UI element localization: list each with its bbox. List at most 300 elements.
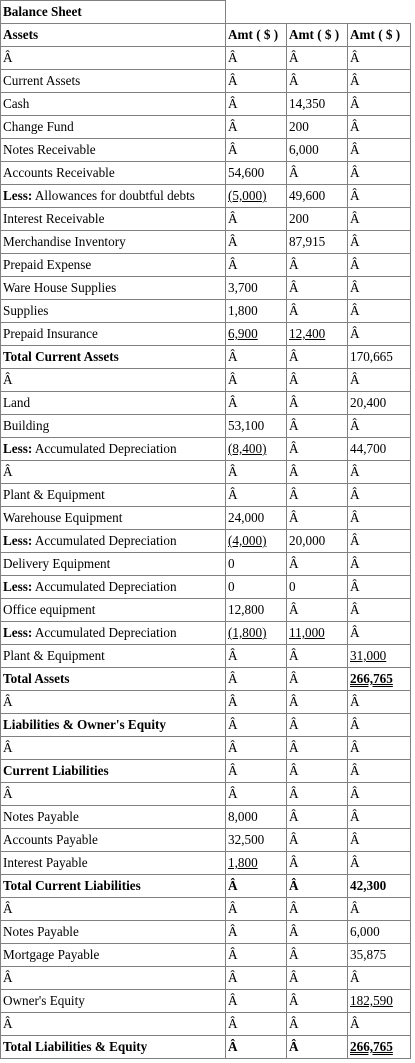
- row-label: Total Current Liabilities: [3, 878, 141, 893]
- amount-value: Â: [289, 832, 299, 847]
- amount-value: Â: [350, 372, 360, 387]
- amount-cell-1[interactable]: [226, 737, 287, 760]
- row-label-cell[interactable]: [1, 599, 226, 622]
- table-row: [1, 921, 411, 944]
- row-label-cell[interactable]: [1, 392, 226, 415]
- amount-cell-1[interactable]: [226, 1036, 287, 1059]
- amount-value: Â: [350, 602, 360, 617]
- amount-cell-2[interactable]: [287, 392, 348, 415]
- amount-cell-3[interactable]: [348, 921, 411, 944]
- row-label-cell[interactable]: [1, 162, 226, 185]
- amount-cell-2[interactable]: [287, 461, 348, 484]
- amount-value: 8,000: [228, 809, 258, 824]
- amount-cell-2[interactable]: [287, 346, 348, 369]
- amount-cell-1[interactable]: [226, 93, 287, 116]
- amount-cell-1[interactable]: [226, 162, 287, 185]
- amount-value: Â: [289, 303, 299, 318]
- amount-value: Â: [289, 970, 299, 985]
- amount-cell-1[interactable]: [226, 599, 287, 622]
- amount-value: 54,600: [228, 165, 265, 180]
- row-label-cell[interactable]: [1, 967, 226, 990]
- amount-cell-2[interactable]: [287, 300, 348, 323]
- row-label-cell[interactable]: [1, 645, 226, 668]
- row-label-cell[interactable]: [1, 829, 226, 852]
- row-label-cell[interactable]: [1, 484, 226, 507]
- table-row: [1, 806, 411, 829]
- row-label: Â: [3, 1016, 13, 1031]
- amount-cell-3[interactable]: [348, 392, 411, 415]
- amount-cell-3[interactable]: [348, 714, 411, 737]
- less-prefix: Less:: [3, 579, 33, 594]
- amount-value: Â: [289, 1016, 299, 1031]
- amount-value: Â: [228, 901, 238, 916]
- amount-value: Â: [228, 464, 238, 479]
- row-label-cell[interactable]: [1, 438, 226, 461]
- amount-cell-1[interactable]: [226, 484, 287, 507]
- amount-cell-3[interactable]: [348, 369, 411, 392]
- amount-cell-3[interactable]: [348, 806, 411, 829]
- row-label-cell[interactable]: [1, 139, 226, 162]
- header-assets[interactable]: Assets: [1, 24, 226, 47]
- amount-cell-2[interactable]: [287, 323, 348, 346]
- amount-value: Â: [289, 73, 299, 88]
- amount-cell-1[interactable]: [226, 921, 287, 944]
- table-row: [1, 691, 411, 714]
- amount-value: Â: [228, 878, 238, 893]
- amount-cell-1[interactable]: [226, 990, 287, 1013]
- table-row: [1, 70, 411, 93]
- amount-cell-3[interactable]: [348, 829, 411, 852]
- amount-value: 200: [289, 119, 309, 134]
- header-row: [1, 24, 411, 47]
- table-row: [1, 760, 411, 783]
- row-label: Â: [3, 694, 13, 709]
- amount-value: Â: [228, 671, 238, 686]
- row-label: Notes Payable: [3, 924, 79, 939]
- amount-cell-1[interactable]: [226, 576, 287, 599]
- amount-cell-2[interactable]: [287, 277, 348, 300]
- amount-cell-3[interactable]: [348, 323, 411, 346]
- amount-cell-2[interactable]: [287, 783, 348, 806]
- amount-cell-2[interactable]: [287, 622, 348, 645]
- row-label: Total Liabilities & Equity: [3, 1039, 148, 1054]
- amount-value: Â: [228, 142, 238, 157]
- row-label: Plant & Equipment: [3, 648, 105, 663]
- amount-cell-3[interactable]: [348, 967, 411, 990]
- amount-value: (4,000): [228, 533, 267, 548]
- amount-cell-2[interactable]: [287, 530, 348, 553]
- table-row: [1, 553, 411, 576]
- table-row: [1, 599, 411, 622]
- amount-value: 266,765: [350, 671, 393, 686]
- amount-value: 32,500: [228, 832, 265, 847]
- amount-value: Â: [289, 349, 299, 364]
- amount-cell-2[interactable]: [287, 484, 348, 507]
- amount-cell-2[interactable]: [287, 93, 348, 116]
- amount-cell-3[interactable]: [348, 783, 411, 806]
- table-row: [1, 277, 411, 300]
- sheet-title[interactable]: Balance Sheet: [1, 1, 226, 24]
- row-label-cell[interactable]: [1, 93, 226, 116]
- row-label-cell[interactable]: [1, 806, 226, 829]
- amount-cell-1[interactable]: [226, 852, 287, 875]
- row-label: Current Assets: [3, 73, 81, 88]
- amount-cell-3[interactable]: [348, 415, 411, 438]
- amount-cell-3[interactable]: [348, 484, 411, 507]
- amount-cell-3[interactable]: [348, 737, 411, 760]
- amount-cell-3[interactable]: [348, 990, 411, 1013]
- amount-cell-1[interactable]: [226, 47, 287, 70]
- table-row: [1, 185, 411, 208]
- amount-cell-3[interactable]: [348, 208, 411, 231]
- amount-value: 44,700: [350, 441, 387, 456]
- amount-cell-3[interactable]: [348, 530, 411, 553]
- amount-value: Â: [289, 487, 299, 502]
- amount-cell-3[interactable]: [348, 1013, 411, 1036]
- row-label: Land: [3, 395, 31, 410]
- row-label: Change Fund: [3, 119, 74, 134]
- amount-cell-1[interactable]: [226, 231, 287, 254]
- amount-cell-3[interactable]: [348, 852, 411, 875]
- amount-value: Â: [289, 165, 299, 180]
- amount-cell-3[interactable]: [348, 139, 411, 162]
- amount-value: 12,800: [228, 602, 265, 617]
- amount-cell-1[interactable]: [226, 346, 287, 369]
- amount-value: 200: [289, 211, 309, 226]
- amount-cell-3[interactable]: [348, 93, 411, 116]
- amount-cell-1[interactable]: [226, 415, 287, 438]
- amount-value: Â: [350, 142, 360, 157]
- amount-cell-1[interactable]: [226, 507, 287, 530]
- row-label-cell[interactable]: [1, 1013, 226, 1036]
- amount-cell-2[interactable]: [287, 921, 348, 944]
- row-label: Liabilities & Owner's Equity: [3, 717, 167, 732]
- row-label-cell[interactable]: [1, 553, 226, 576]
- amount-value: Â: [228, 1039, 238, 1054]
- amount-value: Â: [289, 441, 299, 456]
- row-label-cell[interactable]: [1, 898, 226, 921]
- amount-cell-3[interactable]: [348, 231, 411, 254]
- amount-cell-3[interactable]: [348, 645, 411, 668]
- row-label-cell[interactable]: [1, 47, 226, 70]
- row-label-cell[interactable]: [1, 231, 226, 254]
- amount-value: Â: [350, 1016, 360, 1031]
- amount-value: Â: [350, 533, 360, 548]
- amount-value: 6,000: [350, 924, 380, 939]
- amount-cell-1[interactable]: [226, 691, 287, 714]
- amount-cell-2[interactable]: [287, 415, 348, 438]
- amount-value: 87,915: [289, 234, 326, 249]
- amount-cell-3[interactable]: [348, 277, 411, 300]
- header-amount-2[interactable]: Amt ( $ ): [287, 24, 348, 47]
- table-row: [1, 622, 411, 645]
- row-label-cell[interactable]: [1, 415, 226, 438]
- amount-value: Â: [350, 763, 360, 778]
- row-label-cell[interactable]: [1, 530, 226, 553]
- amount-cell-1[interactable]: [226, 875, 287, 898]
- table-row: [1, 714, 411, 737]
- table-row: [1, 484, 411, 507]
- amount-cell-2[interactable]: [287, 208, 348, 231]
- amount-cell-3[interactable]: [348, 47, 411, 70]
- table-row: [1, 576, 411, 599]
- amount-value: 49,600: [289, 188, 326, 203]
- amount-cell-2[interactable]: [287, 967, 348, 990]
- table-row: [1, 231, 411, 254]
- amount-cell-1[interactable]: [226, 116, 287, 139]
- row-label-cell[interactable]: [1, 783, 226, 806]
- row-label-cell[interactable]: [1, 714, 226, 737]
- amount-value: Â: [350, 809, 360, 824]
- amount-value: 0: [228, 556, 235, 571]
- table-row: [1, 438, 411, 461]
- row-label-cell[interactable]: [1, 668, 226, 691]
- amount-value: Â: [228, 73, 238, 88]
- amount-cell-1[interactable]: [226, 622, 287, 645]
- row-label-cell[interactable]: [1, 461, 226, 484]
- title-row-blank: [226, 1, 411, 24]
- amount-cell-2[interactable]: [287, 185, 348, 208]
- amount-cell-1[interactable]: [226, 208, 287, 231]
- amount-cell-1[interactable]: [226, 438, 287, 461]
- row-label-cell[interactable]: [1, 691, 226, 714]
- amount-cell-2[interactable]: [287, 231, 348, 254]
- amount-cell-1[interactable]: [226, 1013, 287, 1036]
- amount-cell-2[interactable]: [287, 691, 348, 714]
- amount-cell-2[interactable]: [287, 139, 348, 162]
- row-label: Accounts Receivable: [3, 165, 115, 180]
- table-row: [1, 162, 411, 185]
- amount-value: Â: [228, 211, 238, 226]
- amount-cell-1[interactable]: [226, 185, 287, 208]
- row-label-cell[interactable]: [1, 852, 226, 875]
- amount-cell-3[interactable]: [348, 162, 411, 185]
- amount-cell-3[interactable]: [348, 760, 411, 783]
- row-label-cell[interactable]: [1, 760, 226, 783]
- amount-cell-2[interactable]: [287, 254, 348, 277]
- amount-cell-2[interactable]: [287, 990, 348, 1013]
- amount-cell-1[interactable]: [226, 783, 287, 806]
- amount-cell-2[interactable]: [287, 70, 348, 93]
- amount-cell-2[interactable]: [287, 507, 348, 530]
- amount-cell-1[interactable]: [226, 277, 287, 300]
- amount-cell-2[interactable]: [287, 576, 348, 599]
- amount-value: Â: [350, 96, 360, 111]
- amount-cell-1[interactable]: [226, 323, 287, 346]
- amount-value: 3,700: [228, 280, 258, 295]
- header-amount-3[interactable]: Amt ( $ ): [348, 24, 411, 47]
- table-row: [1, 645, 411, 668]
- amount-cell-2[interactable]: [287, 116, 348, 139]
- amount-value: Â: [228, 234, 238, 249]
- amount-cell-1[interactable]: [226, 553, 287, 576]
- amount-cell-1[interactable]: [226, 967, 287, 990]
- amount-cell-3[interactable]: [348, 1036, 411, 1059]
- amount-cell-2[interactable]: [287, 162, 348, 185]
- row-label-cell[interactable]: [1, 323, 226, 346]
- amount-cell-1[interactable]: [226, 392, 287, 415]
- amount-cell-2[interactable]: [287, 1013, 348, 1036]
- amount-cell-2[interactable]: [287, 1036, 348, 1059]
- amount-cell-2[interactable]: [287, 852, 348, 875]
- amount-value: Â: [228, 993, 238, 1008]
- amount-cell-1[interactable]: [226, 806, 287, 829]
- amount-value: Â: [350, 855, 360, 870]
- amount-cell-2[interactable]: [287, 829, 348, 852]
- row-label-cell[interactable]: [1, 1036, 226, 1059]
- amount-cell-3[interactable]: [348, 875, 411, 898]
- amount-value: Â: [289, 671, 299, 686]
- amount-cell-1[interactable]: [226, 369, 287, 392]
- less-prefix: Less:: [3, 441, 33, 456]
- amount-cell-1[interactable]: [226, 829, 287, 852]
- amount-cell-2[interactable]: [287, 760, 348, 783]
- amount-cell-3[interactable]: [348, 346, 411, 369]
- row-label-cell[interactable]: [1, 208, 226, 231]
- row-label-cell[interactable]: [1, 277, 226, 300]
- amount-cell-2[interactable]: [287, 47, 348, 70]
- amount-value: 266,765: [350, 1039, 393, 1054]
- amount-value: Â: [228, 970, 238, 985]
- amount-value: Â: [289, 50, 299, 65]
- amount-value: Â: [350, 188, 360, 203]
- amount-value: Â: [350, 901, 360, 916]
- row-label: Owner's Equity: [3, 993, 85, 1008]
- amount-cell-2[interactable]: [287, 714, 348, 737]
- row-label-cell[interactable]: [1, 622, 226, 645]
- amount-value: 14,350: [289, 96, 326, 111]
- header-amount-1[interactable]: Amt ( $ ): [226, 24, 287, 47]
- amount-value: Â: [350, 625, 360, 640]
- amount-cell-1[interactable]: [226, 898, 287, 921]
- amount-cell-1[interactable]: [226, 300, 287, 323]
- row-label-cell[interactable]: [1, 254, 226, 277]
- amount-cell-2[interactable]: [287, 737, 348, 760]
- table-row: [1, 898, 411, 921]
- amount-cell-3[interactable]: [348, 461, 411, 484]
- row-label: Supplies: [3, 303, 49, 318]
- amount-value: Â: [289, 993, 299, 1008]
- amount-cell-3[interactable]: [348, 691, 411, 714]
- amount-cell-2[interactable]: [287, 875, 348, 898]
- amount-cell-1[interactable]: [226, 668, 287, 691]
- amount-cell-3[interactable]: [348, 116, 411, 139]
- amount-cell-1[interactable]: [226, 530, 287, 553]
- amount-value: Â: [228, 1016, 238, 1031]
- amount-value: Â: [350, 234, 360, 249]
- amount-cell-2[interactable]: [287, 599, 348, 622]
- amount-cell-3[interactable]: [348, 254, 411, 277]
- row-label-cell[interactable]: [1, 346, 226, 369]
- row-label: Mortgage Payable: [3, 947, 100, 962]
- amount-value: Â: [289, 1039, 299, 1054]
- table-row: [1, 93, 411, 116]
- amount-cell-1[interactable]: [226, 645, 287, 668]
- table-row: [1, 254, 411, 277]
- amount-cell-2[interactable]: [287, 369, 348, 392]
- table-row: [1, 967, 411, 990]
- table-row: [1, 139, 411, 162]
- amount-cell-1[interactable]: [226, 944, 287, 967]
- amount-value: Â: [289, 740, 299, 755]
- row-label-cell[interactable]: [1, 944, 226, 967]
- amount-value: Â: [350, 510, 360, 525]
- amount-value: Â: [289, 947, 299, 962]
- amount-value: Â: [228, 786, 238, 801]
- row-label-cell[interactable]: [1, 507, 226, 530]
- table-row: [1, 507, 411, 530]
- amount-cell-3[interactable]: [348, 507, 411, 530]
- amount-cell-1[interactable]: [226, 139, 287, 162]
- amount-cell-3[interactable]: [348, 70, 411, 93]
- amount-cell-2[interactable]: [287, 668, 348, 691]
- amount-cell-1[interactable]: [226, 760, 287, 783]
- amount-value: Â: [350, 165, 360, 180]
- amount-value: Â: [350, 119, 360, 134]
- amount-cell-2[interactable]: [287, 806, 348, 829]
- amount-cell-1[interactable]: [226, 254, 287, 277]
- amount-cell-1[interactable]: [226, 461, 287, 484]
- amount-value: Â: [350, 418, 360, 433]
- amount-cell-3[interactable]: [348, 438, 411, 461]
- row-label: Â: [3, 786, 13, 801]
- amount-value: Â: [289, 717, 299, 732]
- amount-value: 20,000: [289, 533, 326, 548]
- row-label-cell[interactable]: [1, 737, 226, 760]
- amount-value: 31,000: [350, 648, 387, 663]
- table-row: [1, 875, 411, 898]
- row-label-cell[interactable]: [1, 300, 226, 323]
- amount-value: 12,400: [289, 326, 326, 341]
- amount-cell-2[interactable]: [287, 438, 348, 461]
- amount-cell-1[interactable]: [226, 714, 287, 737]
- row-label: Building: [3, 418, 50, 433]
- amount-cell-3[interactable]: [348, 185, 411, 208]
- amount-cell-3[interactable]: [348, 898, 411, 921]
- amount-cell-2[interactable]: [287, 645, 348, 668]
- row-label-cell[interactable]: [1, 369, 226, 392]
- amount-cell-1[interactable]: [226, 70, 287, 93]
- row-label: Cash: [3, 96, 30, 111]
- row-label-cell[interactable]: [1, 921, 226, 944]
- amount-cell-3[interactable]: [348, 599, 411, 622]
- amount-cell-3[interactable]: [348, 300, 411, 323]
- amount-cell-3[interactable]: [348, 576, 411, 599]
- row-label-cell[interactable]: [1, 185, 226, 208]
- row-label-cell[interactable]: [1, 116, 226, 139]
- amount-cell-2[interactable]: [287, 553, 348, 576]
- row-label-cell[interactable]: [1, 576, 226, 599]
- amount-cell-3[interactable]: [348, 944, 411, 967]
- row-label: Accounts Payable: [3, 832, 98, 847]
- amount-cell-3[interactable]: [348, 553, 411, 576]
- row-label-cell[interactable]: [1, 990, 226, 1013]
- amount-cell-3[interactable]: [348, 622, 411, 645]
- amount-cell-2[interactable]: [287, 898, 348, 921]
- amount-value: Â: [350, 487, 360, 502]
- amount-cell-3[interactable]: [348, 668, 411, 691]
- amount-value: Â: [289, 395, 299, 410]
- row-label-cell[interactable]: [1, 875, 226, 898]
- row-label: Delivery Equipment: [3, 556, 111, 571]
- amount-value: Â: [289, 855, 299, 870]
- row-label-cell[interactable]: [1, 70, 226, 93]
- amount-cell-2[interactable]: [287, 944, 348, 967]
- table-row: [1, 530, 411, 553]
- amount-value: Â: [350, 740, 360, 755]
- amount-value: Â: [228, 349, 238, 364]
- amount-value: 24,000: [228, 510, 265, 525]
